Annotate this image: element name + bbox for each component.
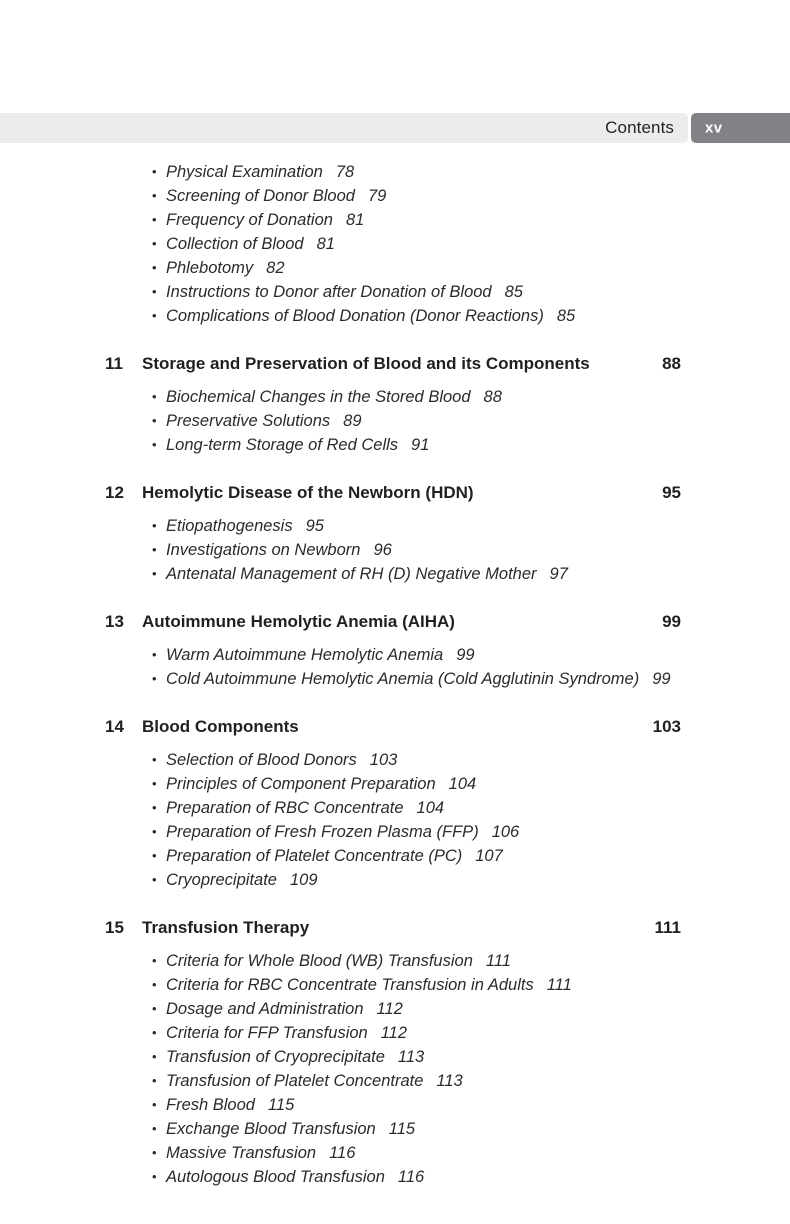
toc-entry-page-number: 111	[546, 976, 572, 994]
chapter-number: 12	[105, 483, 124, 502]
bullet-icon: •	[152, 671, 157, 686]
chapter-heading[interactable]	[0, 483, 790, 512]
toc-entry-label: Transfusion of Cryoprecipitate	[166, 1048, 385, 1066]
toc-entry-page-number: 109	[289, 871, 318, 889]
bullet-icon: •	[152, 1049, 157, 1064]
table-of-contents	[0, 160, 790, 1189]
toc-entry[interactable]	[0, 232, 790, 256]
chapter-page-number: 88	[662, 354, 681, 373]
chapter-title: Transfusion Therapy	[142, 918, 310, 937]
bullet-icon: •	[152, 1073, 157, 1088]
bullet-icon: •	[152, 824, 157, 839]
bullet-icon: •	[152, 872, 157, 887]
toc-entry[interactable]	[0, 1117, 790, 1141]
toc-entry-page-number: 103	[369, 751, 398, 769]
toc-entry-page-number: 88	[483, 388, 502, 406]
chapter-page-number: 99	[662, 612, 681, 631]
toc-entry-label: Criteria for Whole Blood (WB) Transfusion	[166, 952, 473, 970]
toc-entry[interactable]	[0, 1165, 790, 1189]
toc-entry-label: Cold Autoimmune Hemolytic Anemia (Cold Agglutinin Syndrome)	[166, 670, 640, 688]
toc-entry-label: Physical Examination	[166, 163, 323, 181]
toc-entry-label: Preparation of Platelet Concentrate (PC)	[166, 847, 463, 865]
toc-entry-label: Criteria for RBC Concentrate Transfusion in Adults	[166, 976, 534, 994]
chapter-block	[0, 354, 790, 457]
bullet-icon: •	[152, 752, 157, 767]
toc-entry-label: Transfusion of Platelet Concentrate	[166, 1072, 424, 1090]
toc-entry[interactable]	[0, 772, 790, 796]
header-bar	[0, 113, 688, 143]
toc-entry[interactable]	[0, 1141, 790, 1165]
bullet-icon: •	[152, 284, 157, 299]
toc-entry-label: Massive Transfusion	[166, 1144, 317, 1162]
toc-entry-label: Antenatal Management of RH (D) Negative Mother	[166, 565, 537, 583]
toc-entry[interactable]	[0, 748, 790, 772]
orphan-entry-list	[0, 160, 790, 328]
chapter-number: 15	[105, 918, 124, 937]
bullet-icon: •	[152, 188, 157, 203]
bullet-icon: •	[152, 566, 157, 581]
toc-entry[interactable]	[0, 868, 790, 892]
chapter-block	[0, 918, 790, 1189]
toc-entry[interactable]	[0, 1069, 790, 1093]
bullet-icon: •	[152, 776, 157, 791]
toc-entry-label: Frequency of Donation	[166, 211, 333, 229]
bullet-icon: •	[152, 518, 157, 533]
bullet-icon: •	[152, 413, 157, 428]
toc-entry-page-number: 107	[475, 847, 503, 865]
toc-entry[interactable]	[0, 538, 790, 562]
bullet-icon: •	[152, 308, 157, 323]
chapter-page-number: 111	[654, 918, 681, 937]
toc-entry-page-number: 91	[411, 436, 430, 454]
toc-entry-page-number: 78	[335, 163, 355, 181]
toc-entry[interactable]	[0, 1021, 790, 1045]
toc-entry-label: Preparation of RBC Concentrate	[166, 799, 404, 817]
toc-entry-page-number: 79	[367, 187, 387, 205]
chapter-entry-list	[0, 514, 790, 586]
toc-entry-page-number: 112	[380, 1024, 408, 1042]
toc-entry[interactable]	[0, 385, 790, 409]
bullet-icon: •	[152, 977, 157, 992]
chapter-page-number: 103	[652, 717, 681, 736]
toc-entry-page-number: 85	[504, 283, 523, 301]
toc-entry[interactable]	[0, 208, 790, 232]
chapter-title: Storage and Preservation of Blood and its Components	[142, 354, 590, 373]
chapter-title: Hemolytic Disease of the Newborn (HDN)	[142, 483, 474, 502]
toc-entry-label: Preparation of Fresh Frozen Plasma (FFP)	[166, 823, 479, 841]
toc-entry[interactable]	[0, 433, 790, 457]
chapter-title: Blood Components	[142, 717, 299, 736]
toc-entry[interactable]	[0, 304, 790, 328]
toc-entry-label: Autologous Blood Transfusion	[166, 1168, 385, 1186]
bullet-icon: •	[152, 212, 157, 227]
toc-entry-page-number: 113	[397, 1048, 425, 1066]
toc-entry[interactable]	[0, 184, 790, 208]
toc-entry-page-number: 111	[485, 952, 511, 970]
toc-entry-page-number: 97	[549, 565, 568, 583]
bullet-icon: •	[152, 1145, 157, 1160]
bullet-icon: •	[152, 260, 157, 275]
chapter-page-number: 95	[662, 483, 681, 502]
bullet-icon: •	[152, 1121, 157, 1136]
chapter-number: 11	[105, 354, 123, 373]
toc-entry-label: Cryoprecipitate	[166, 871, 277, 889]
toc-entry-page-number: 99	[652, 670, 671, 688]
bullet-icon: •	[152, 800, 157, 815]
chapter-title: Autoimmune Hemolytic Anemia (AIHA)	[142, 612, 455, 631]
toc-entry[interactable]	[0, 643, 790, 667]
bullet-icon: •	[152, 953, 157, 968]
chapter-heading[interactable]	[0, 612, 790, 641]
toc-entry[interactable]	[0, 409, 790, 433]
toc-entry-label: Principles of Component Preparation	[166, 775, 436, 793]
toc-entry-label: Etiopathogenesis	[166, 517, 293, 535]
folio-number: xv	[705, 119, 723, 137]
page-title: Contents	[605, 118, 674, 137]
chapter-entry-list	[0, 643, 790, 691]
toc-entry-label: Warm Autoimmune Hemolytic Anemia	[166, 646, 444, 664]
toc-entry-label: Exchange Blood Transfusion	[166, 1120, 376, 1138]
toc-entry-label: Investigations on Newborn	[166, 541, 361, 559]
bullet-icon: •	[152, 1025, 157, 1040]
toc-entry-label: Instructions to Donor after Donation of Blood	[166, 283, 492, 301]
chapter-number: 14	[105, 717, 124, 736]
chapter-heading[interactable]	[0, 918, 790, 947]
bullet-icon: •	[152, 1001, 157, 1016]
toc-entry-page-number: 106	[491, 823, 520, 841]
toc-entry-label: Selection of Blood Donors	[166, 751, 357, 769]
chapter-heading[interactable]	[0, 717, 790, 746]
bullet-icon: •	[152, 164, 157, 179]
toc-entry-label: Preservative Solutions	[166, 412, 331, 430]
toc-entry-label: Biochemical Changes in the Stored Blood	[166, 388, 471, 406]
toc-entry-page-number: 85	[556, 307, 576, 325]
toc-entry-page-number: 115	[267, 1096, 295, 1114]
toc-entry-page-number: 104	[448, 775, 477, 793]
toc-entry-label: Long-term Storage of Red Cells	[166, 436, 399, 454]
toc-entry[interactable]	[0, 1093, 790, 1117]
toc-entry-page-number: 112	[376, 1000, 403, 1018]
toc-entry-page-number: 116	[329, 1144, 356, 1162]
chapter-heading[interactable]	[0, 354, 790, 383]
toc-entry-page-number: 96	[373, 541, 392, 559]
chapter-block	[0, 483, 790, 586]
toc-entry[interactable]	[0, 796, 790, 820]
toc-entry[interactable]	[0, 667, 790, 691]
toc-entry-page-number: 81	[316, 235, 335, 253]
bullet-icon: •	[152, 542, 157, 557]
toc-entry-label: Criteria for FFP Transfusion	[166, 1024, 368, 1042]
toc-entry[interactable]	[0, 160, 790, 184]
toc-entry[interactable]	[0, 820, 790, 844]
bullet-icon: •	[152, 389, 157, 404]
toc-entry-page-number: 113	[436, 1072, 463, 1090]
toc-entry-label: Fresh Blood	[166, 1096, 255, 1114]
chapter-entry-list	[0, 949, 790, 1189]
toc-entry-page-number: 99	[456, 646, 475, 664]
bullet-icon: •	[152, 236, 157, 251]
toc-entry-page-number: 89	[343, 412, 362, 430]
bullet-icon: •	[152, 437, 157, 452]
running-header	[0, 113, 790, 143]
toc-entry[interactable]	[0, 973, 790, 997]
toc-entry[interactable]	[0, 949, 790, 973]
bullet-icon: •	[152, 848, 157, 863]
toc-entry-page-number: 116	[397, 1168, 425, 1186]
chapter-container	[0, 354, 790, 1189]
toc-entry[interactable]	[0, 514, 790, 538]
toc-entry-page-number: 81	[345, 211, 365, 229]
chapter-block	[0, 612, 790, 691]
toc-entry[interactable]	[0, 280, 790, 304]
bullet-icon: •	[152, 1169, 157, 1184]
toc-entry-label: Collection of Blood	[166, 235, 304, 253]
toc-entry[interactable]	[0, 1045, 790, 1069]
toc-entry-label: Complications of Blood Donation (Donor Reactions)	[166, 307, 544, 325]
chapter-entry-list	[0, 385, 790, 457]
toc-entry-page-number: 115	[388, 1120, 416, 1138]
toc-entry-label: Dosage and Administration	[166, 1000, 364, 1018]
chapter-entry-list	[0, 748, 790, 892]
toc-entry-label: Screening of Donor Blood	[166, 187, 355, 205]
bullet-icon: •	[152, 1097, 157, 1112]
toc-entry-page-number: 82	[266, 259, 285, 277]
chapter-block	[0, 717, 790, 892]
chapter-number: 13	[105, 612, 124, 631]
toc-entry[interactable]	[0, 997, 790, 1021]
toc-entry[interactable]	[0, 256, 790, 280]
bullet-icon: •	[152, 647, 157, 662]
toc-entry-page-number: 104	[416, 799, 445, 817]
folio-bar	[691, 113, 790, 143]
toc-entry-label: Phlebotomy	[166, 259, 254, 277]
toc-entry-page-number: 95	[305, 517, 324, 535]
toc-entry[interactable]	[0, 844, 790, 868]
toc-entry[interactable]	[0, 562, 790, 586]
